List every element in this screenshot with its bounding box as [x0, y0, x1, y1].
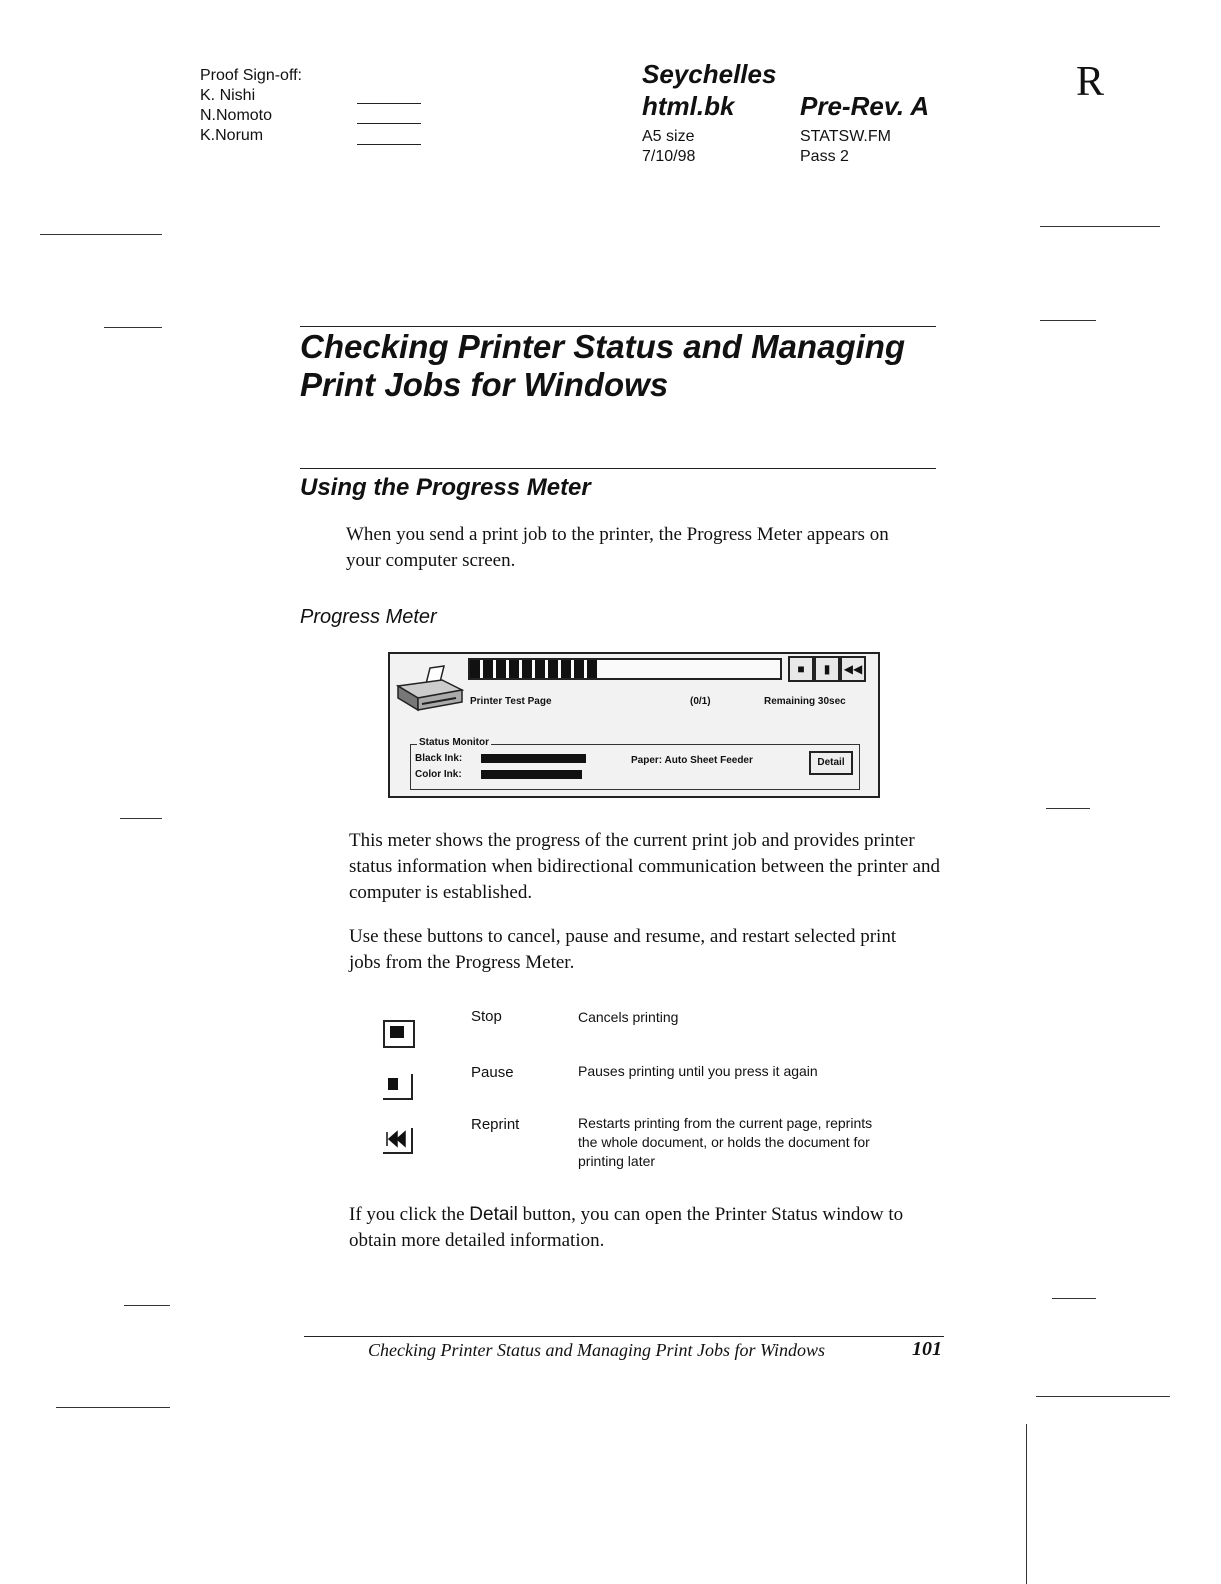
section-rule: [300, 468, 936, 469]
print-date: 7/10/98: [642, 148, 696, 165]
corner-mark: R: [1076, 59, 1105, 105]
stop-button-name: Stop: [471, 1008, 502, 1025]
proof-name: K.Norum: [200, 127, 264, 144]
detail-text-before: If you click the: [349, 1204, 470, 1225]
job-remaining: Remaining 30sec: [764, 696, 846, 707]
reprint-icon: ◀◀: [843, 662, 863, 676]
color-ink-label: Color Ink:: [415, 769, 462, 780]
chapter-title: Checking Printer Status and Managing Print Jobs for Windows: [300, 328, 906, 403]
crop-mark: [120, 818, 162, 819]
crop-mark: [40, 234, 162, 235]
signature-line: [357, 144, 421, 145]
source-file: STATSW.FM: [800, 128, 891, 145]
reprint-arrow-icon: [383, 1128, 409, 1150]
stop-icon: ■: [797, 662, 805, 676]
revision-label: Pre-Rev. A: [800, 91, 930, 121]
pause-icon: ▮: [823, 662, 831, 676]
reprint-icon: [383, 1128, 413, 1154]
progress-meter-window: [388, 652, 880, 798]
chapter-rule: [300, 326, 936, 327]
crop-mark: [1046, 808, 1090, 809]
reprint-button-description: Restarts printing from the current page, reprints the whole document, or holds the document for printing later: [578, 1115, 873, 1169]
crop-mark: [1026, 1424, 1027, 1584]
printer-icon: [392, 664, 466, 714]
paper-source: Paper: Auto Sheet Feeder: [631, 755, 753, 766]
stop-button-description: Cancels printing: [578, 1009, 679, 1025]
status-monitor-title: Status Monitor: [419, 737, 489, 748]
section-title: Using the Progress Meter: [300, 474, 591, 501]
buttons-intro: Use these buttons to cancel, pause and resume, and restart selected print jobs from the Progress Meter.: [349, 926, 897, 973]
detail-button-reference: Detail: [469, 1204, 518, 1225]
signature-line: [357, 103, 421, 104]
meter-stop-button[interactable]: [788, 656, 814, 682]
crop-mark: [1052, 1298, 1096, 1299]
detail-text-after: button, you can open the Printer Status window to obtain more detailed information.: [349, 1204, 904, 1251]
reprint-button-name: Reprint: [471, 1116, 520, 1133]
meter-reprint-button[interactable]: [840, 656, 866, 682]
detail-button[interactable]: Detail: [809, 751, 853, 775]
meter-pause-button[interactable]: [814, 656, 840, 682]
job-progress-bar: [468, 658, 782, 680]
detail-paragraph: [349, 1202, 929, 1254]
footer-title: Checking Printer Status and Managing Print Jobs for Windows: [368, 1340, 825, 1360]
color-ink-level: [481, 770, 582, 779]
book-name: Seychelles: [642, 59, 777, 89]
crop-mark: [124, 1305, 170, 1306]
proof-name: K. Nishi: [200, 87, 256, 104]
proof-signoff: [200, 66, 302, 146]
page-size: A5 size: [642, 128, 695, 145]
job-pages: (0/1): [690, 696, 711, 707]
crop-mark: [56, 1407, 170, 1408]
pause-icon: [383, 1074, 413, 1100]
proof-label: Proof Sign-off:: [200, 67, 302, 84]
pause-button-name: Pause: [471, 1064, 514, 1081]
status-monitor-group: [410, 737, 860, 790]
footer-rule: [304, 1336, 944, 1337]
pass-label: Pass 2: [800, 148, 849, 165]
file-name: html.bk: [642, 91, 735, 121]
black-ink-label: Black Ink:: [415, 753, 463, 764]
stop-icon: [383, 1020, 415, 1048]
crop-mark: [104, 327, 162, 328]
crop-mark: [1040, 226, 1160, 227]
meter-description: This meter shows the progress of the current print job and provides printer status information when bidirectional communication between the printer and computer is established.: [349, 830, 940, 903]
page-number: 101: [912, 1338, 942, 1360]
job-progress-fill: [470, 660, 600, 678]
figure-caption: Progress Meter: [300, 606, 437, 628]
pause-button-description: Pauses printing until you press it again: [578, 1063, 818, 1079]
intro-paragraph: When you send a print job to the printer, the Progress Meter appears on your computer screen.: [346, 524, 889, 571]
black-ink-level: [481, 754, 586, 763]
crop-mark: [1036, 1396, 1170, 1397]
job-name: Printer Test Page: [470, 696, 552, 707]
signature-line: [357, 123, 421, 124]
crop-mark: [1040, 320, 1096, 321]
proof-name: N.Nomoto: [200, 107, 273, 124]
